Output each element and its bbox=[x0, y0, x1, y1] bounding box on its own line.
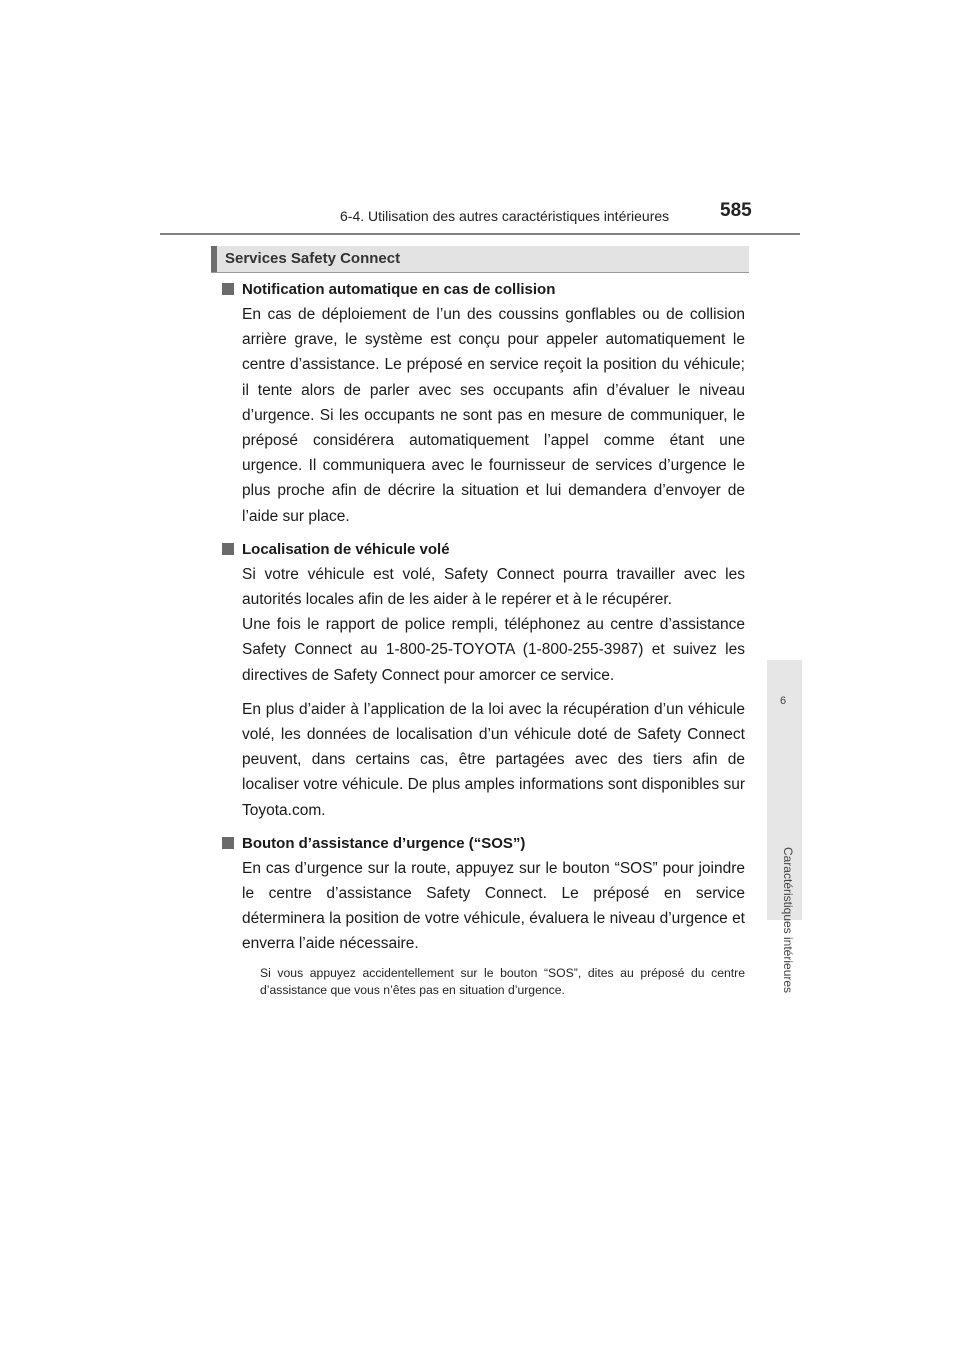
square-bullet-icon bbox=[222, 837, 234, 849]
block-sos-button bbox=[222, 832, 745, 999]
page-content bbox=[222, 278, 745, 1008]
header-divider bbox=[160, 233, 800, 235]
block-heading bbox=[222, 538, 745, 562]
chapter-label: Caractéristiques intérieures bbox=[781, 846, 795, 994]
block-stolen-vehicle bbox=[222, 538, 745, 823]
paragraph: Si votre véhicule est volé, Safety Connect pourra travailler avec les autorités locales afin de les aider à le repérer et à le récupérer. bbox=[242, 565, 745, 609]
block-heading-text: Bouton d’assistance d’urgence (“SOS”) bbox=[242, 834, 526, 852]
paragraph: En cas de déploiement de l’un des coussins gonflables ou de collision arrière grave, le système est conçu pour appeler automatiquement le centre d’assistance. Le préposé en service reçoit la position du véhicule; il tente alors de parler avec ses occupants afin d’évaluer le niveau d’urgence. Si les occupants ne sont pas en mesure de communiquer, le préposé considérera automatiquement l’appel comme étant une urgence. Il communiquera avec le fournisseur de services d’urgence le plus proche afin de décrire la situation et lui demandera d’envoyer de l’aide sur place. bbox=[242, 306, 745, 525]
block-heading-text: Notification automatique en cas de collision bbox=[242, 281, 556, 298]
paragraph: En plus d’aider à l’application de la loi avec la récupération d’un véhicule volé, les données de localisation d’un véhicule doté de Safety Connect peuvent, dans certains cas, être partagées avec des tiers afin de localiser votre véhicule. De plus amples informations sont disponibles sur Toyota.com. bbox=[242, 700, 745, 819]
block-heading bbox=[222, 278, 745, 302]
square-bullet-icon bbox=[222, 543, 234, 555]
block-heading-text: Localisation de véhicule volé bbox=[242, 540, 450, 558]
paragraph: En cas d’urgence sur la route, appuyez sur le bouton “SOS” pour joindre le centre d’assistance Safety Connect. Le préposé en service déterminera la position de votre véhicule, évaluera le niveau d’urgence et enverra l’aide nécessaire. bbox=[242, 859, 745, 953]
square-bullet-icon bbox=[222, 283, 234, 295]
chapter-number: 6 bbox=[780, 695, 787, 707]
section-header-bar bbox=[211, 246, 749, 273]
page-number: 585 bbox=[720, 200, 752, 221]
paragraph: Une fois le rapport de police rempli, téléphonez au centre d’assistance Safety Connect au 1-800-25-TOYOTA (1-800-255-3987) et suivez les directives de Safety Connect pour amorcer ce service. bbox=[242, 616, 745, 684]
note-text: Si vous appuyez accidentellement sur le bouton “SOS”, dites au préposé du centre d’assistance que vous n’êtes pas en situation d’urgence. bbox=[260, 965, 745, 997]
section-title: Services Safety Connect bbox=[225, 250, 401, 267]
block-collision-notification bbox=[222, 278, 745, 529]
block-heading bbox=[222, 832, 745, 856]
running-header-title: 6-4. Utilisation des autres caractéristiques intérieures bbox=[340, 208, 670, 224]
